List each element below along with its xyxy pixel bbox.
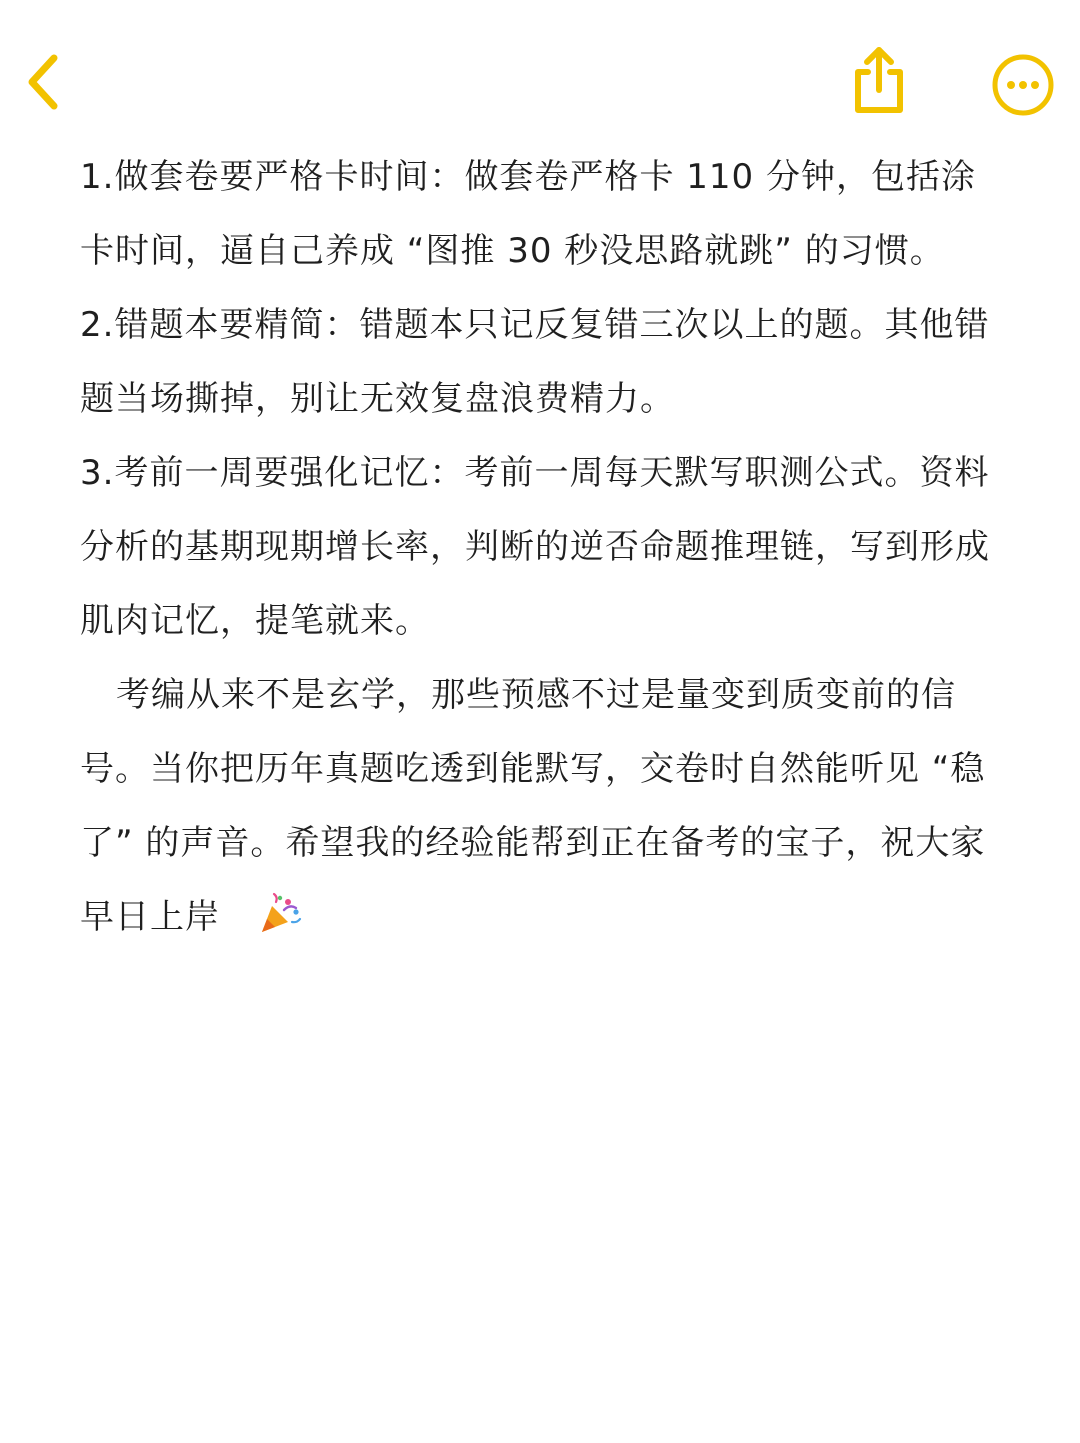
tip-2: 2.错题本要精简：错题本只记反复错三次以上的题。其他错题当场撕掉，别让无效复盘浪费精力。	[80, 305, 990, 419]
share-icon	[846, 44, 912, 116]
article-body	[80, 140, 1000, 954]
closing-text: 考编从来不是玄学，那些预感不过是量变到质变前的信号。当你把历年真题吃透到能默写，交卷时自然能听见 “稳了” 的声音。希望我的经验能帮到正在备考的宝子，祝大家早日上岸	[80, 675, 986, 937]
tip-3: 3.考前一周要强化记忆：考前一周每天默写职测公式。资料分析的基期现期增长率，判断的逆否命题推理链，写到形成肌肉记忆，提笔就来。	[80, 453, 990, 641]
chevron-left-icon	[18, 50, 70, 114]
tip-1: 1.做套卷要严格卡时间：做套卷严格卡 110 分钟，包括涂卡时间，逼自己养成 “图推 30 秒没思路就跳” 的习惯。	[80, 157, 976, 271]
top-navigation-bar	[0, 0, 1080, 150]
closing-paragraph	[80, 658, 1000, 954]
more-options-button[interactable]	[990, 52, 1056, 118]
party-popper-icon	[222, 888, 266, 932]
more-dots-icon	[990, 52, 1056, 118]
share-button[interactable]	[846, 44, 912, 116]
back-button[interactable]	[18, 50, 70, 114]
